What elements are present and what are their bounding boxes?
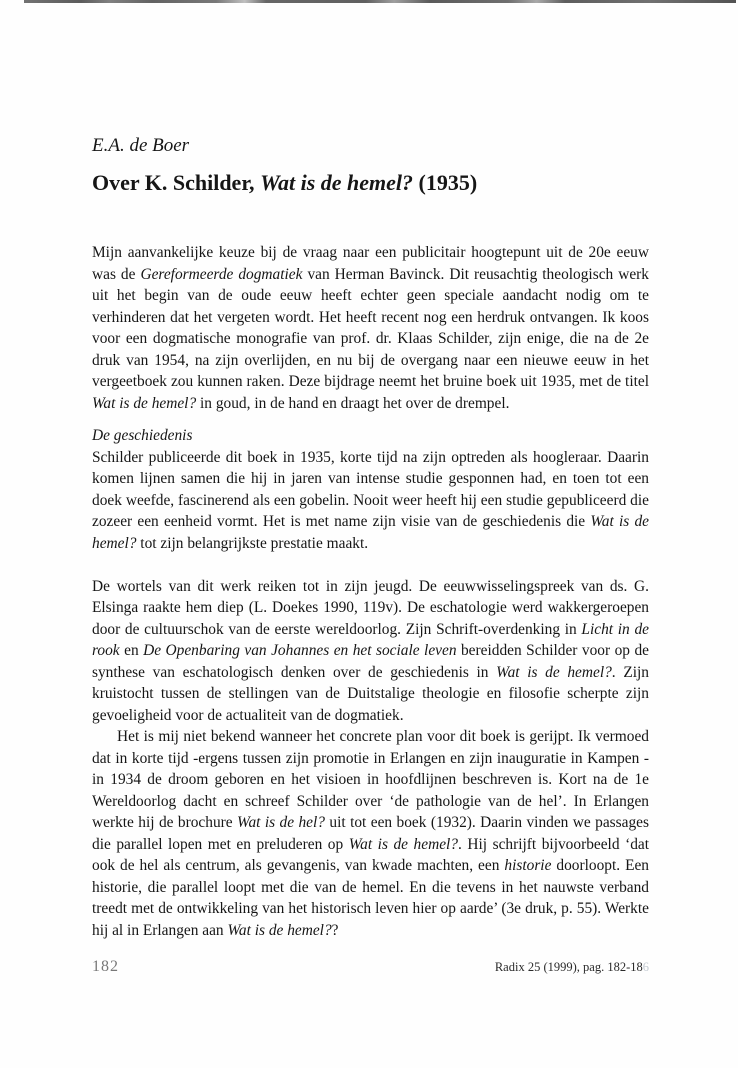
article-body (92, 242, 649, 941)
text-run: Schilder publiceerde dit boek in 1935, korte tijd na zijn optreden als hoogleraar. Daarin komen lijnen samen die hij in jaren van intense studie gesponnen had, en toen tot een doek weefde, fascinerend als een gobelin. Nooit weer heeft hij een studie gepubliceerd die zozeer een eenheid vormt. Het is met name zijn visie van de geschiedenis die (92, 448, 649, 530)
italic-run: Wat is de hel? (237, 814, 325, 831)
title-book-name: Wat is de hemel? (260, 170, 414, 195)
page-footer (92, 958, 649, 976)
paragraph (92, 447, 649, 555)
page-number: 182 (92, 958, 119, 975)
italic-run: Wat is de hemel? (92, 513, 649, 552)
article-content (92, 134, 649, 941)
italic-run: De geschiedenis (92, 427, 193, 444)
journal-citation (495, 960, 649, 975)
text-run: in goud, in de hand en draagt het over de drempel. (196, 394, 510, 412)
text-run: ? (331, 921, 339, 939)
italic-run: Wat is de hemel? (496, 663, 612, 681)
text-run: De wortels van dit werk reiken tot in zijn jeugd. De eeuwwisselingspreek van ds. G. Elsinga raakte hem diep (L. Doekes 1990, 119v). De eschatologie werd wakkergeroepen door de cultuurschok van de eerste wereldoorlog. Zijn Schrift-overdenking in (92, 577, 649, 638)
paragraph (92, 242, 649, 414)
text-run: . Hij schrijft bijvoorbeeld ‘dat ook de hel als centrum, als gevangenis, van kwade machten, een (92, 835, 649, 874)
article-title (92, 169, 649, 197)
title-suffix: (1935) (413, 170, 478, 195)
italic-run: De Openbaring van Johannes en het sociale leven (143, 642, 457, 659)
text-run: Het is mij niet bekend wanneer het concrete plan voor dit boek is gerijpt. Ik vermoed dat in korte tijd -ergens tussen zijn promotie in Erlangen en zijn inauguratie in Kampen - in 1934 de droom geboren en het visioen in hoofdlijnen beschreven is. Kort na de 1e Wereldoorlog dacht en schreef Schilder over ‘de pathologie van de hel’. In Erlangen werkte hij de brochure (92, 728, 649, 831)
scan-artifact-bar (24, 0, 736, 3)
citation-text: Radix 25 (1999), pag. 182-18 (494, 960, 643, 974)
text-run: bereidden Schilder voor op de synthese van eschatologisch denken over de geschiedenis in (92, 642, 649, 681)
italic-run: Wat is de hemel? (348, 835, 458, 853)
paragraph (92, 576, 649, 727)
author-line: E.A. de Boer (92, 135, 190, 156)
citation-faint-digit: 6 (642, 960, 649, 974)
italic-run: historie (504, 857, 552, 874)
text-run: en (119, 642, 144, 659)
text-run: . Zijn kruistocht tussen de stellingen van de Duitstalige theologie en filosofie scherpte zijn gevoeligheid voor de actualiteit van de dogmatiek. (92, 663, 649, 724)
italic-run: Wat is de hemel? (92, 394, 197, 412)
text-run: doorloopt. Een historie, die parallel loopt met die van de hemel. En die tevens in het nauwste verband treedt met de ontwikkeling van het historisch leven hier op aarde’ (3e druk, p. 55). Werkte hij al in Erlangen aan (92, 857, 649, 939)
title-prefix: Over K. Schilder, (92, 170, 261, 195)
text-run: van Herman Bavinck. Dit reusachtig theologisch werk uit het begin van de oude eeuw heeft echter geen speciale aandacht nodig om te verhinderen dat het vergeten wordt. Het heeft recent nog een herdruk ontvangen. Ik koos voor een dogmatische monografie van prof. dr. Klaas Schilder, zijn enige, die na de 2e druk van 1954, na zijn overlijden, en nu bij de overgang naar een nieuwe eeuw in het vergeetboek zou kunnen raken. Deze bijdrage neemt het bruine boek uit 1935, met de titel (92, 265, 649, 390)
section-heading (92, 425, 649, 447)
paragraph (92, 726, 649, 941)
text-run: uit tot een boek (1932). Daarin vinden we passages die parallel lopen met en preluderen op (92, 814, 649, 853)
italic-run: Wat is de hemel? (227, 921, 332, 939)
italic-run: Gereformeerde dogmatiek (140, 265, 303, 283)
text-run: Mijn aanvankelijke keuze bij de vraag naar een publicitair hoogtepunt uit de 20e eeuw was de (92, 244, 649, 283)
text-run: tot zijn belangrijkste prestatie maakt. (136, 534, 369, 552)
italic-run: Licht in de rook (92, 620, 649, 659)
